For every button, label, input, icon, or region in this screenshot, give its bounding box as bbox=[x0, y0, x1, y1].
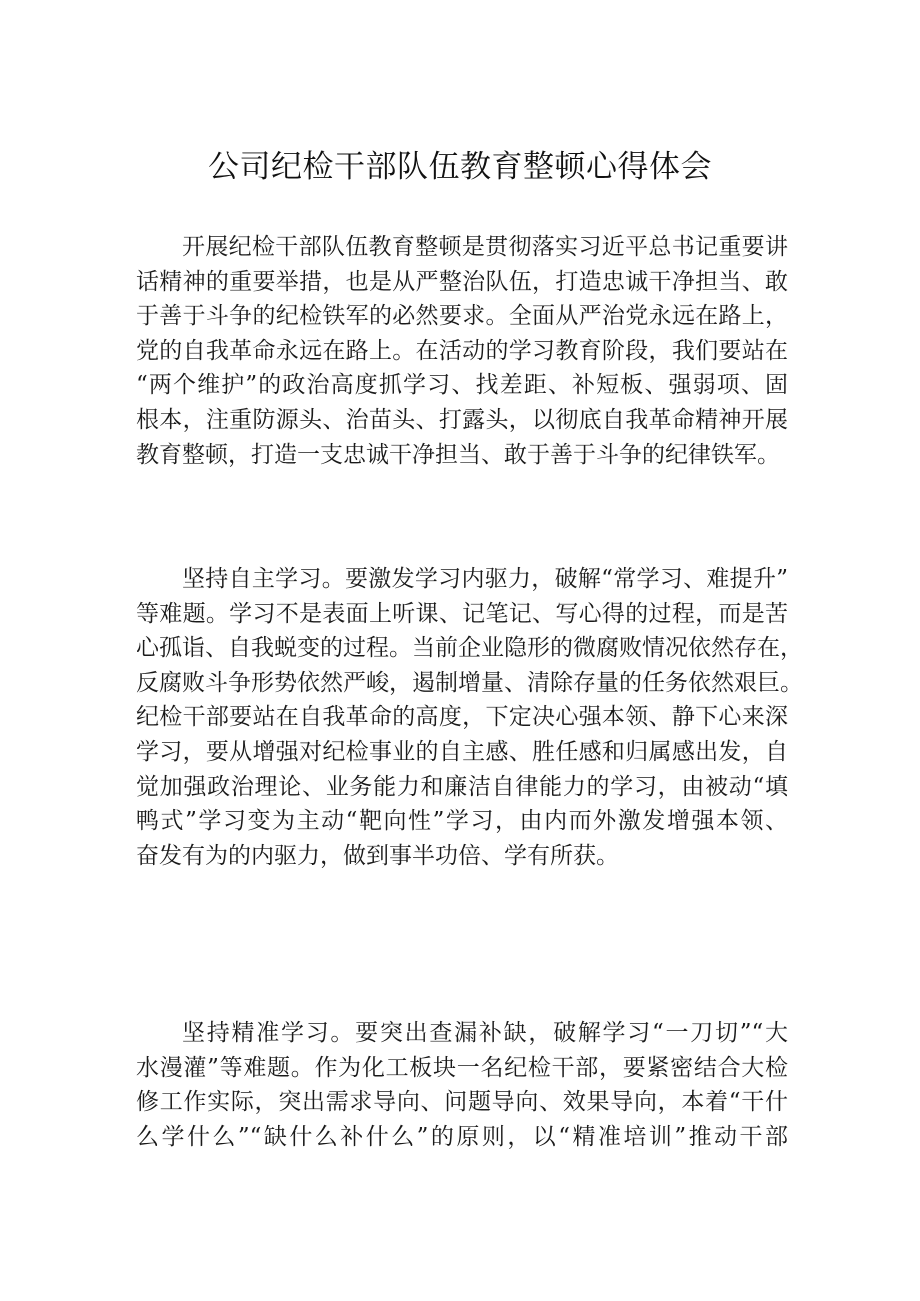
text-line: “两个维护”的政治高度抓学习、找差距、补短板、强弱项、固 bbox=[136, 372, 788, 399]
text-line: 么学什么”“缺什么补什么”的原则，以“精准培训”推动干部 bbox=[136, 1123, 788, 1150]
text-line: 于善于斗争的纪检铁军的必然要求。全面从严治党永远在路上， bbox=[136, 303, 788, 330]
text-line: 觉加强政治理论、业务能力和廉洁自律能力的学习，由被动“填 bbox=[136, 773, 788, 800]
paragraph-3 bbox=[136, 1016, 788, 1154]
text-line: 教育整顿，打造一支忠诚干净担当、敢于善于斗争的纪律铁军。 bbox=[136, 441, 780, 468]
text-line: 修工作实际，突出需求导向、问题导向、效果导向，本着“干什 bbox=[136, 1089, 788, 1116]
text-line: 鸭式”学习变为主动“靶向性”学习，由内而外激发增强本领、 bbox=[136, 808, 788, 835]
text-line: 心孤诣、自我蜕变的过程。当前企业隐形的微腐败情况依然存在， bbox=[136, 635, 803, 662]
paragraph-1 bbox=[136, 230, 788, 472]
text-line: 坚持自主学习。要激发学习内驱力，破解“常学习、难提升” bbox=[182, 566, 788, 592]
text-line: 党的自我革命永远在路上。在活动的学习教育阶段，我们要站在 bbox=[136, 337, 788, 364]
text-line: 水漫灌”等难题。作为化工板块一名纪检干部，要紧密结合大检 bbox=[136, 1054, 788, 1081]
text-line: 等难题。学习不是表面上听课、记笔记、写心得的过程，而是苦 bbox=[136, 600, 788, 627]
text-line: 话精神的重要举措，也是从严整治队伍，打造忠诚干净担当、敢 bbox=[136, 268, 788, 295]
text-line: 根本，注重防源头、治苗头、打露头，以彻底自我革命精神开展 bbox=[136, 406, 788, 433]
paragraph-2 bbox=[136, 562, 803, 873]
document-title: 公司纪检干部队伍教育整顿心得体会 bbox=[208, 149, 712, 185]
text-line: 坚持精准学习。要突出查漏补缺，破解学习“一刀切”“大 bbox=[182, 1020, 788, 1046]
text-line: 开展纪检干部队伍教育整顿是贯彻落实习近平总书记重要讲 bbox=[182, 234, 788, 260]
text-line: 纪检干部要站在自我革命的高度，下定决心强本领、静下心来深 bbox=[136, 704, 788, 731]
text-line: 学习，要从增强对纪检事业的自主感、胜任感和归属感出发，自 bbox=[136, 738, 788, 765]
text-line: 反腐败斗争形势依然严峻，遏制增量、清除存量的任务依然艰巨。 bbox=[136, 669, 803, 696]
text-line: 奋发有为的内驱力，做到事半功倍、学有所获。 bbox=[136, 842, 619, 869]
